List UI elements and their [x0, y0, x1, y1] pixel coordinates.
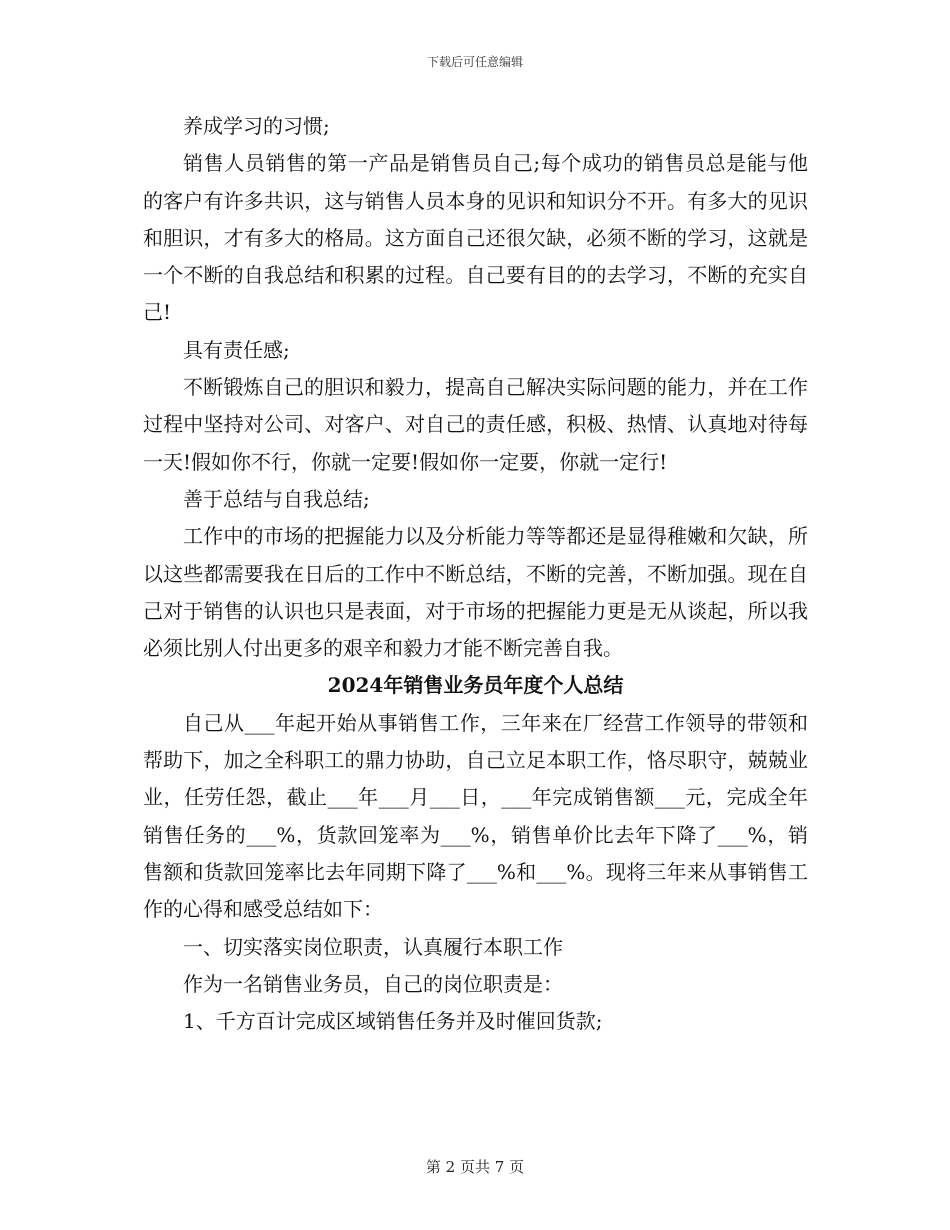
section-title: 2024年销售业务员年度个人总结 [327, 673, 624, 698]
page-number: 第 2 页共 7 页 [425, 1158, 525, 1176]
page-header-note: 下载后可任意编辑 [426, 55, 523, 69]
paragraph-responsibility: 具有责任感; [183, 337, 290, 362]
paragraph-learning-detail: 销售人员销售的第一产品是销售员自己;每个成功的销售员总是能与他的客户有许多共识，这与销售人员本身的见识和知识分不开。有多大的见识和胆识，才有多大的格局。这方面自己还很欠缺，必须不断的学习，这就是一个不断的自我总结和积累的过程。自己要有目的的去学习，不断的充实自己! [143, 151, 808, 325]
paragraph-learning-habit: 养成学习的习惯; [183, 114, 330, 138]
paragraph-duties-intro: 作为一名销售业务员，自己的岗位职责是： [183, 971, 563, 996]
paragraph-responsibility-detail: 不断锻炼自己的胆识和毅力，提高自己解决实际问题的能力，并在工作过程中坚持对公司、对客户、对自己的责任感，积极、热情、认真地对待每一天!假如你不行，你就一定要!假如你一定要，你就一定行! [143, 375, 808, 474]
paragraph-summary-habit: 善于总结与自我总结; [183, 486, 370, 511]
paragraph-intro: 自己从___年起开始从事销售工作，三年来在厂经营工作领导的带领和帮助下，加之全科职工的鼎力协助，自己立足本职工作，恪尽职守，兢兢业业，任劳任怨，截止___年___月___日，___年完成销售额___元，完成全年销售任务的___%，货款回笼率为___%，销售单价比去年下降了___%，销售额和货款回笼率比去年同期下降了___%和___%。现将三年来从事销售工作的心得和感受总结如下： [143, 710, 808, 922]
paragraph-heading-duties: 一、切实落实岗位职责，认真履行本职工作 [183, 934, 563, 959]
paragraph-summary-detail: 工作中的市场的把握能力以及分析能力等等都还是显得稚嫩和欠缺，所以这些都需要我在日后的工作中不断总结，不断的完善，不断加强。现在自己对于销售的认识也只是表面，对于市场的把握能力更是无从谈起，所以我必须比别人付出更多的艰辛和毅力才能不断完善自我。 [143, 524, 808, 661]
paragraph-duty-1: 1、千方百计完成区域销售任务并及时催回货款; [183, 1009, 603, 1034]
document-body [143, 108, 808, 1040]
